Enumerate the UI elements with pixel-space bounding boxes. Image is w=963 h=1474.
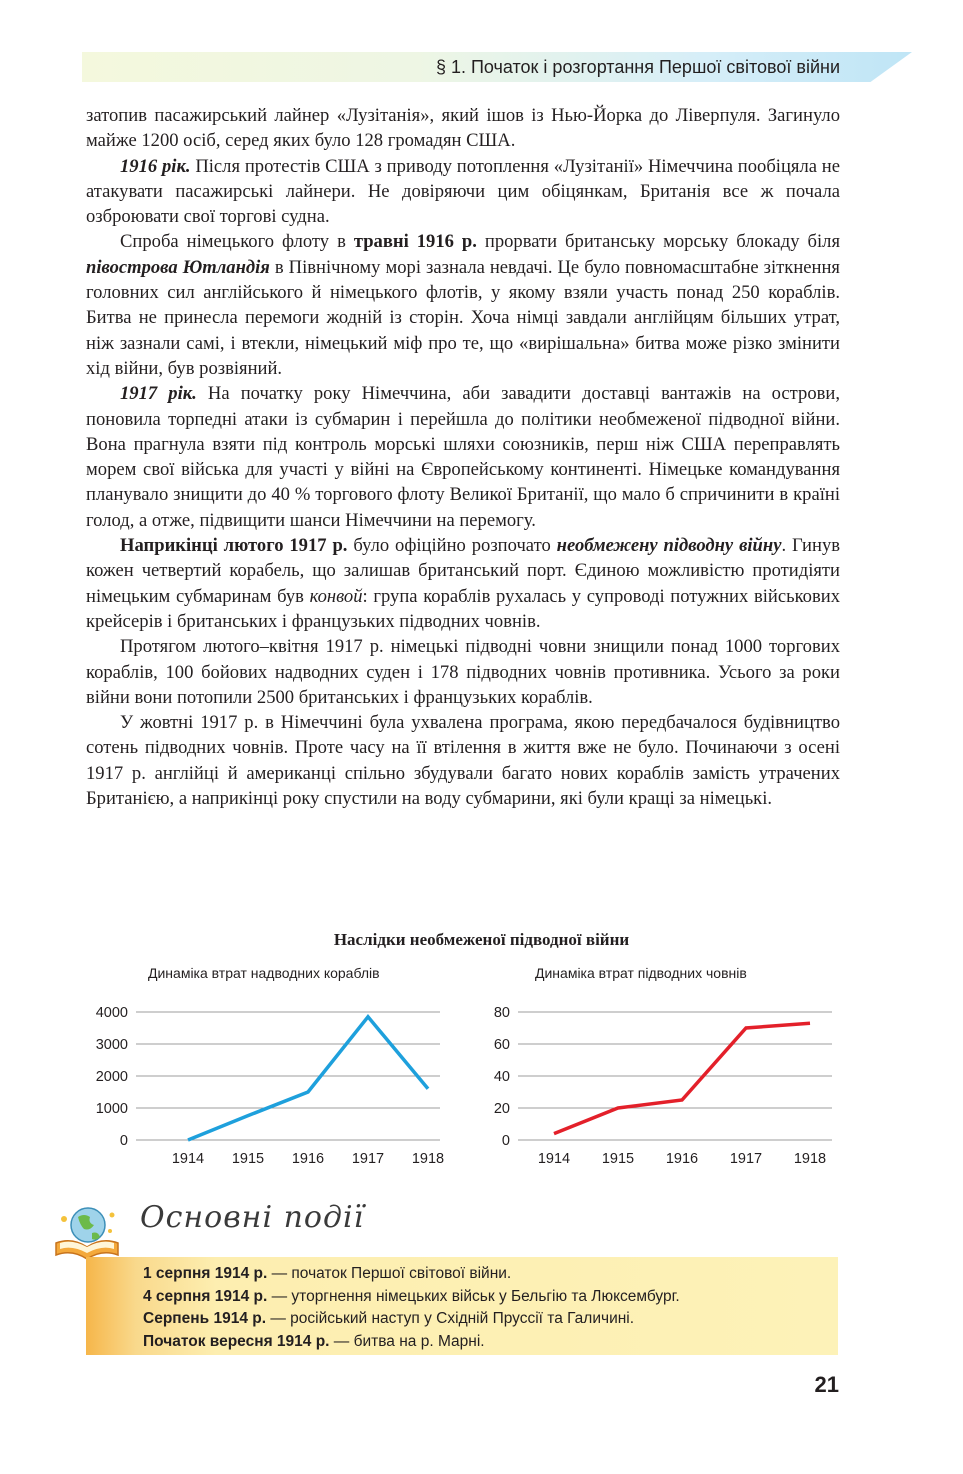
running-header: § 1. Початок і розгортання Першої світової війни xyxy=(435,57,840,77)
emphasis-run: півострова Ютландія xyxy=(86,256,270,278)
paragraph xyxy=(86,634,840,710)
emphasis-run: 1917 рік. xyxy=(120,383,197,405)
paragraph xyxy=(86,154,840,230)
event-item xyxy=(143,1308,680,1331)
emphasis-run: травні 1916 р. xyxy=(353,231,477,253)
page-number: 21 xyxy=(814,1372,839,1397)
text-run: : група кораблів рухалась у супроводі потужних військових крейсерів і британських і французьких підводних човнів. xyxy=(86,585,840,632)
chart-subtitle: Динаміка втрат надводних кораблів xyxy=(148,965,380,981)
emphasis-run: конвой xyxy=(309,585,363,607)
emphasis-run: необмежену підводну війну xyxy=(556,535,782,557)
events-title: Основні події xyxy=(140,1200,365,1235)
paragraph xyxy=(86,710,840,811)
paragraph xyxy=(86,229,840,381)
x-tick-label: 1917 xyxy=(351,1151,385,1167)
y-tick-label: 1000 xyxy=(95,1101,128,1117)
event-date: Серпень 1914 р. xyxy=(143,1310,267,1327)
event-text: — початок Першої світової війни. xyxy=(267,1265,512,1282)
text-run: затопив пасажирський лайнер «Лузітанія», який ішов із Нью-Йорка до Ліверпуля. Загинуло майже 1200 осіб, серед яких було 128 громадян США. xyxy=(86,105,840,152)
y-tick-label: 40 xyxy=(493,1069,510,1085)
charts-title: Наслідки необмеженої підводної війни xyxy=(333,930,630,949)
text-run: Протягом лютого–квітня 1917 р. німецькі підводні човни знищили понад 1000 торгових кораблів, 100 бойових надводних суден і 178 підводних човнів противника. Усього за роки війни вони потопили 2500 британських і французьких кораблів. xyxy=(86,636,840,708)
body-text xyxy=(86,103,840,811)
y-tick-label: 60 xyxy=(493,1037,510,1053)
y-tick-label: 80 xyxy=(493,1005,510,1021)
event-item xyxy=(143,1263,680,1286)
emphasis-run: Наприкінці лютого 1917 р. xyxy=(120,535,348,557)
events-list xyxy=(143,1263,680,1353)
series-line xyxy=(554,1023,810,1133)
text-run: . Гинув кожен четвертий корабель, що залишав британський порт. Єдиною можливістю протидіяти німецьким субмаринам був xyxy=(86,535,841,607)
y-tick-label: 2000 xyxy=(95,1069,128,1085)
x-tick-label: 1915 xyxy=(601,1151,635,1167)
event-item xyxy=(143,1331,680,1354)
event-item xyxy=(143,1286,680,1309)
y-tick-label: 0 xyxy=(119,1133,128,1149)
text-run: Спроба німецького флоту в xyxy=(120,231,354,253)
event-text: — уторгнення німецьких військ у Бельгію та Люксембург. xyxy=(267,1287,680,1305)
y-tick-label: 3000 xyxy=(95,1037,128,1053)
text-run: Після протестів США з приводу потоплення «Лузітанії» Німеччина пообіцяла не атакувати пасажирські лайнери. Не довіряючи цим обіцянкам, Британія все ж почала озброювати свої торгові судна. xyxy=(86,155,840,228)
y-tick-label: 20 xyxy=(493,1101,510,1117)
x-tick-label: 1917 xyxy=(729,1151,763,1167)
y-tick-label: 4000 xyxy=(95,1005,128,1021)
y-tick-label: 0 xyxy=(501,1133,510,1149)
events-box xyxy=(86,1257,838,1355)
x-tick-label: 1916 xyxy=(291,1151,325,1167)
emphasis-run: 1916 рік. xyxy=(120,155,191,177)
event-text: — російський наступ у Східній Пруссії та Галичині. xyxy=(266,1310,635,1327)
paragraph xyxy=(86,533,840,634)
series-line xyxy=(188,1017,428,1140)
chart-subtitle: Динаміка втрат підводних човнів xyxy=(535,965,747,981)
event-text: — битва на р. Марні. xyxy=(329,1332,485,1350)
event-date: 4 серпня 1914 р. xyxy=(143,1287,268,1305)
paragraph xyxy=(86,381,840,533)
x-tick-label: 1914 xyxy=(537,1151,571,1167)
event-date: Початок вересня 1914 р. xyxy=(143,1332,330,1350)
event-date: 1 серпня 1914 р. xyxy=(143,1265,268,1282)
x-tick-label: 1914 xyxy=(171,1151,205,1167)
text-run: в Північному морі зазнала невдачі. Це було повномасштабне зіткнення головних сил англійського й німецького флотів, у якому взяли участь понад 250 кораблів. Битва не принесла перемоги жодній із сторін. Хоча німці завдали англійцям більших утрат, ніж зазнали самі, і втекли, німецький міф про те, що «вирішальна» битва може різко змінити хід війни, був розвіяний. xyxy=(86,256,840,379)
x-tick-label: 1918 xyxy=(793,1151,827,1167)
text-run: У жовтні 1917 р. в Німеччині була ухвалена програма, якою передбачалося будівництво сотень підводних човнів. Проте часу на її втілення в життя вже не було. Починаючи з осені 1917 р. англійці й американці спільно збудували багато нових кораблів замість утрачених Британією, а наприкінці року спустили на воду субмарини, які були кращі за німецькі. xyxy=(86,712,840,810)
x-tick-label: 1915 xyxy=(231,1151,265,1167)
x-tick-label: 1916 xyxy=(665,1151,699,1167)
paragraph xyxy=(86,103,840,154)
text-run: прорвати британську морську блокаду біля xyxy=(476,231,840,253)
text-run: На початку року Німеччина, аби завадити доставці вантажів на острови, поновила торпедні атаки із субмарин і перейшла до політики необмеженої підводної війни. Вона прагнула взяти під контроль морські шляхи союзників, перш ніж США переправлять морем свої війська для участі у війні на Європейському континенті. Німецьке командування планувало знищити до 40 % торгового флоту Великої Британії, що мало б спричинити в країні голод, а отже, підвищити шанси Німеччини на перемогу. xyxy=(86,383,841,531)
globe-book-icon xyxy=(52,1203,122,1263)
x-tick-label: 1918 xyxy=(411,1151,445,1167)
text-run: було офіційно розпочато xyxy=(347,535,557,557)
